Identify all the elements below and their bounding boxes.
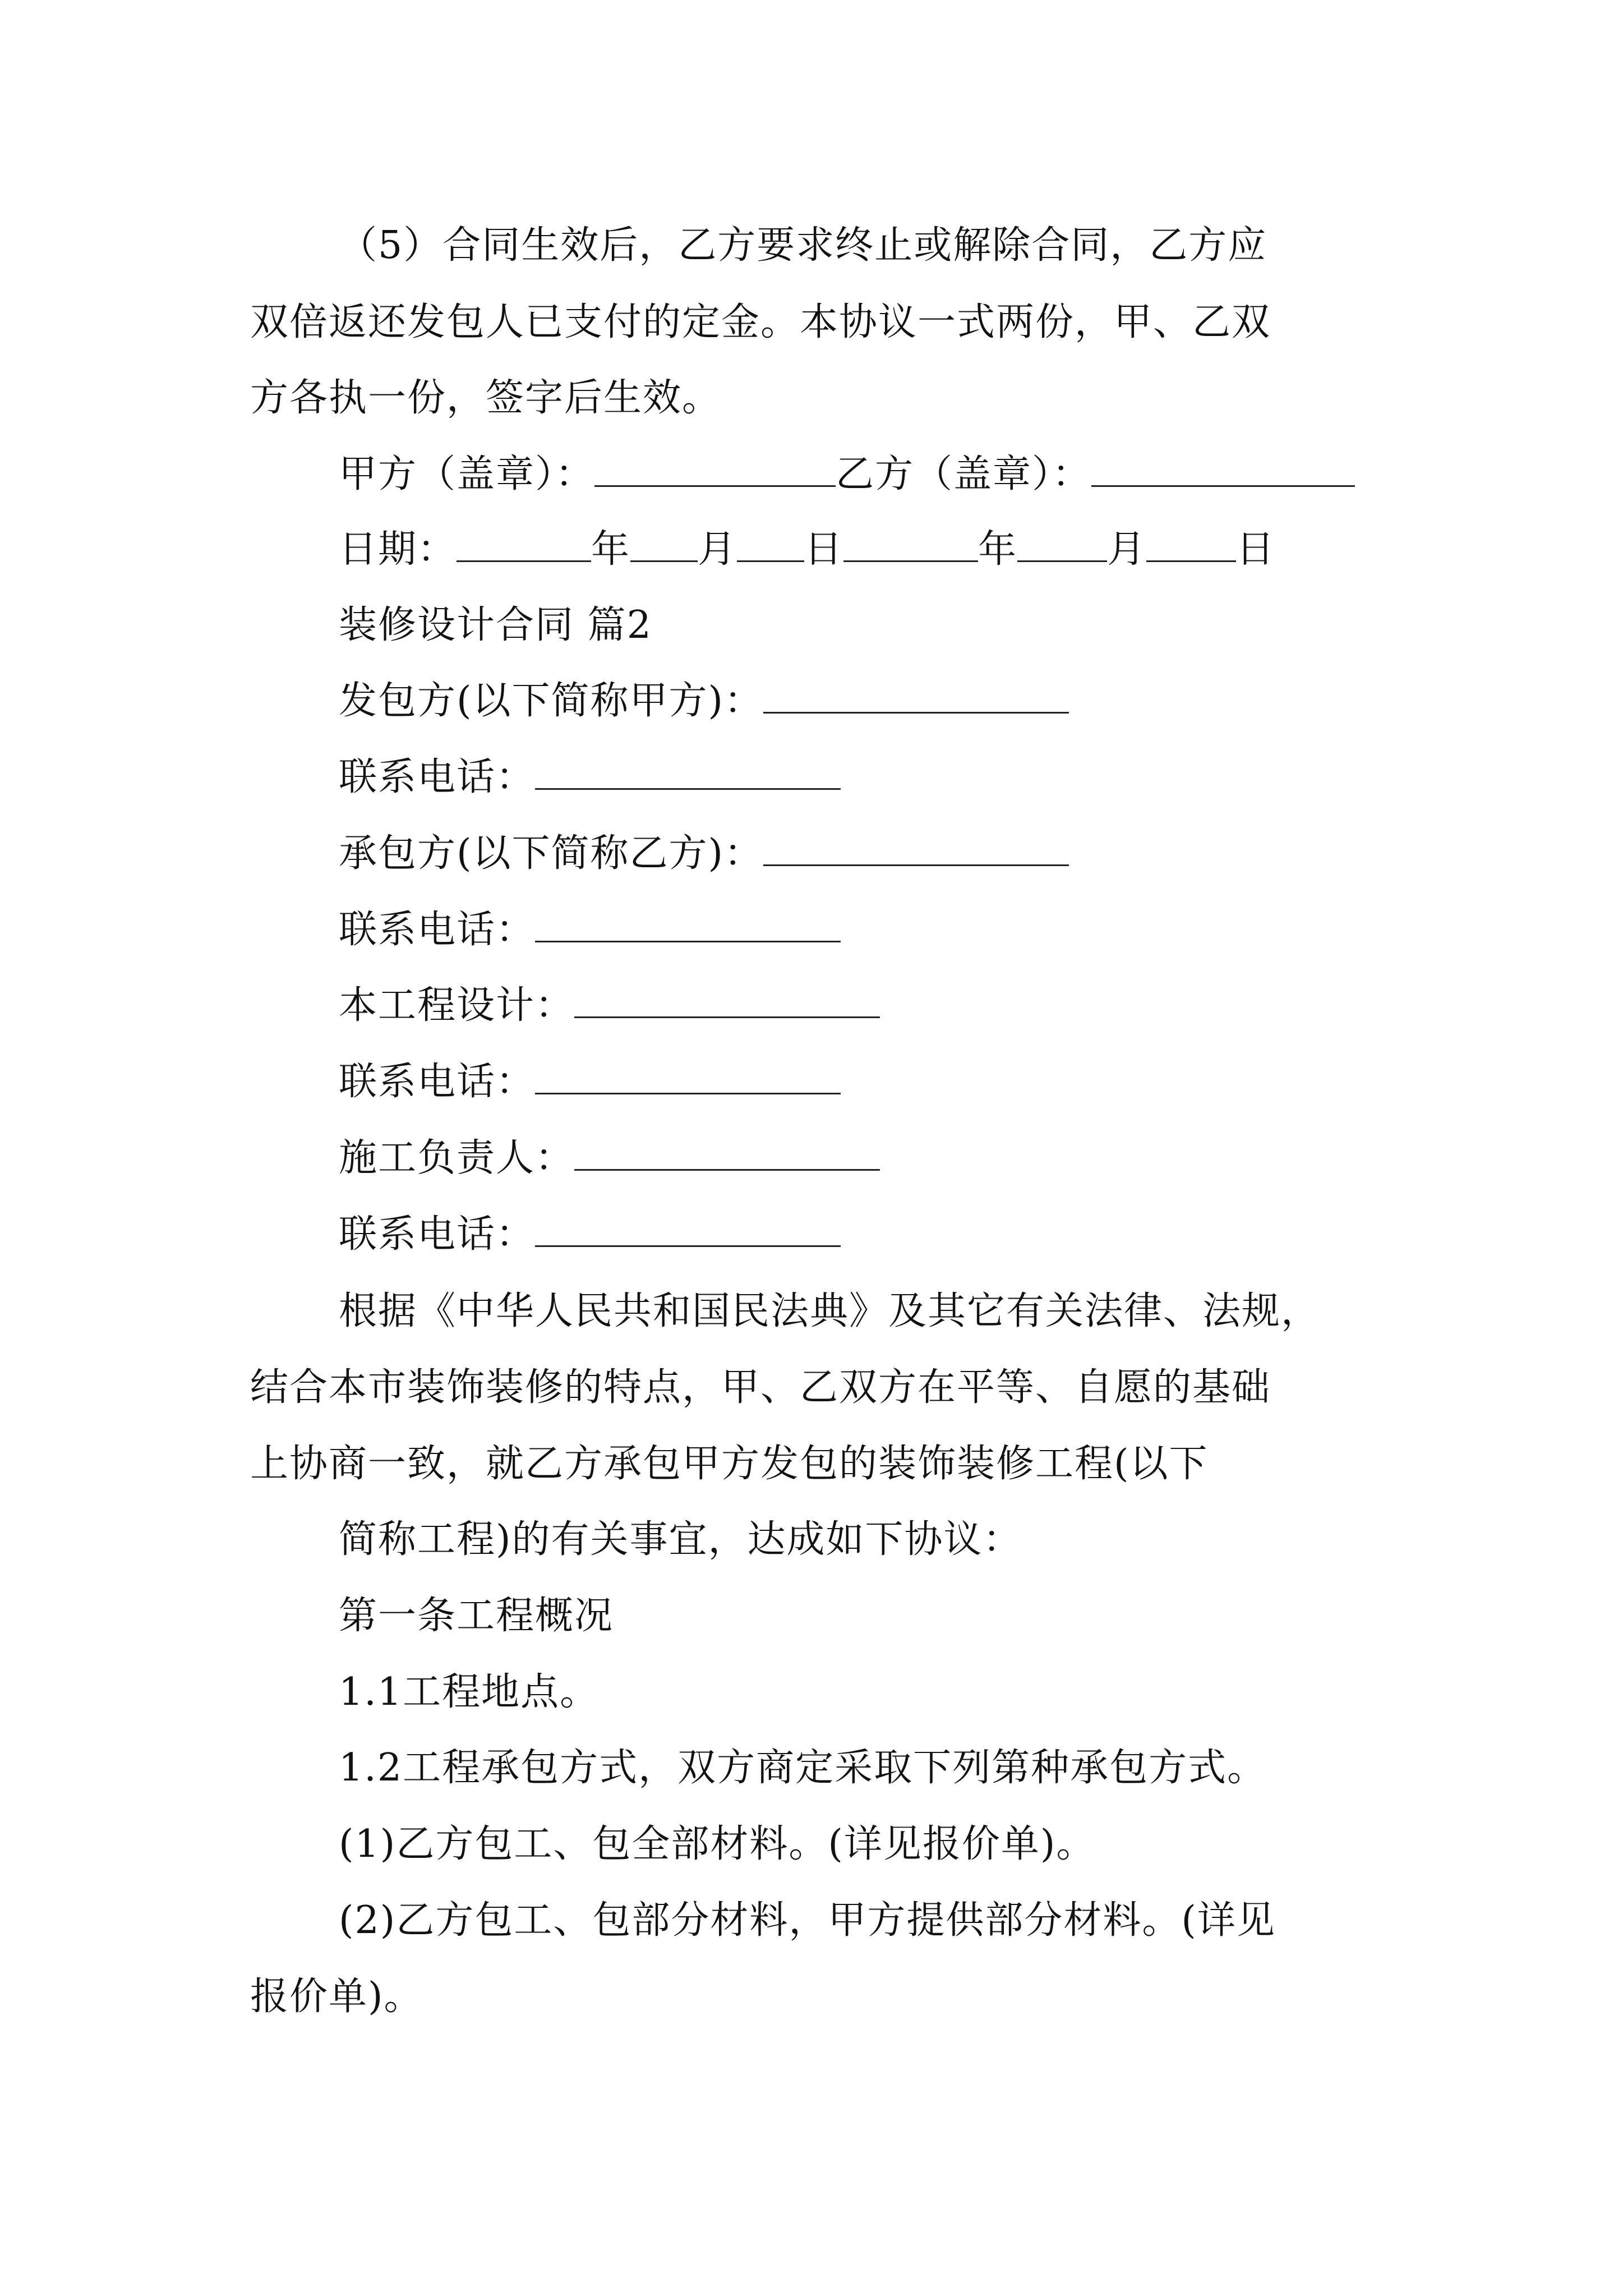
year-blank-b — [843, 526, 978, 562]
field-label: 本工程设计： — [339, 983, 575, 1028]
day-blank-a — [737, 526, 804, 562]
year-label-b: 年 — [978, 527, 1018, 572]
item-1-1: 1.1工程地点。 — [339, 1670, 600, 1714]
field-blank — [535, 906, 841, 942]
field-label: 施工负责人： — [339, 1136, 575, 1180]
field-blank — [574, 1134, 880, 1171]
field-employer-phone — [339, 749, 841, 806]
preamble-line-2: 结合本市装饰装修的特点，甲、乙双方在平等、自愿的基础 — [250, 1365, 1271, 1410]
field-blank — [574, 982, 880, 1018]
field-label: 联系电话： — [339, 1212, 536, 1257]
preamble-line-1: 根据《中华人民共和国民法典》及其它有关法律、法规， — [339, 1289, 1321, 1333]
field-contractor — [339, 826, 1069, 882]
signature-line — [339, 447, 1355, 503]
field-blank — [763, 677, 1069, 714]
party-b-seal-label: 乙方（盖章）： — [836, 452, 1092, 496]
field-employer — [339, 673, 1069, 729]
preamble-line-4: 简称工程)的有关事宜，达成如下协议： — [339, 1517, 1022, 1562]
field-site-manager — [339, 1130, 880, 1186]
option-2-line-1: (2)乙方包工、包部分材料，甲方提供部分材料。(详见 — [339, 1898, 1276, 1943]
paragraph-5-line-1: （5）合同生效后，乙方要求终止或解除合同，乙方应 — [339, 223, 1267, 268]
party-b-seal-blank — [1091, 450, 1355, 487]
field-blank — [535, 1211, 841, 1247]
month-label-a: 月 — [698, 527, 737, 572]
field-contractor-phone — [339, 902, 841, 958]
date-line — [339, 522, 1275, 578]
field-blank — [535, 1058, 841, 1094]
field-label: 联系电话： — [339, 908, 536, 952]
party-a-seal-blank — [594, 450, 836, 487]
date-label: 日期： — [339, 527, 457, 572]
option-2-line-2: 报价单)。 — [250, 1975, 423, 2019]
field-designer-phone — [339, 1054, 841, 1110]
month-label-b: 月 — [1107, 527, 1147, 572]
day-label-a: 日 — [804, 527, 844, 572]
field-designer — [339, 978, 880, 1034]
field-label: 发包方(以下简称甲方)： — [339, 679, 764, 723]
field-blank — [535, 753, 841, 790]
party-a-seal-label: 甲方（盖章）： — [339, 452, 595, 496]
item-1-2: 1.2工程承包方式，双方商定采取下列第种承包方式。 — [339, 1746, 1267, 1790]
section-title: 装修设计合同 篇2 — [339, 603, 652, 647]
month-blank-b — [1017, 526, 1107, 562]
field-blank — [763, 830, 1069, 866]
field-label: 联系电话： — [339, 1060, 536, 1104]
preamble-line-3: 上协商一致，就乙方承包甲方发包的装饰装修工程(以下 — [250, 1442, 1209, 1486]
year-blank-a — [457, 526, 591, 562]
field-label: 承包方(以下简称乙方)： — [339, 831, 764, 876]
paragraph-5-line-2: 双倍返还发包人已支付的定金。本协议一式两份，甲、乙双 — [250, 300, 1271, 344]
article-1-title: 第一条工程概况 — [339, 1594, 614, 1638]
paragraph-5-line-3: 方各执一份，签字后生效。 — [250, 376, 722, 420]
option-1: (1)乙方包工、包全部材料。(详见报价单)。 — [339, 1822, 1096, 1866]
field-label: 联系电话： — [339, 755, 536, 799]
month-blank-a — [630, 526, 698, 562]
day-blank-b — [1146, 526, 1236, 562]
year-label-a: 年 — [591, 527, 631, 572]
day-label-b: 日 — [1236, 527, 1276, 572]
field-site-manager-phone — [339, 1207, 841, 1263]
